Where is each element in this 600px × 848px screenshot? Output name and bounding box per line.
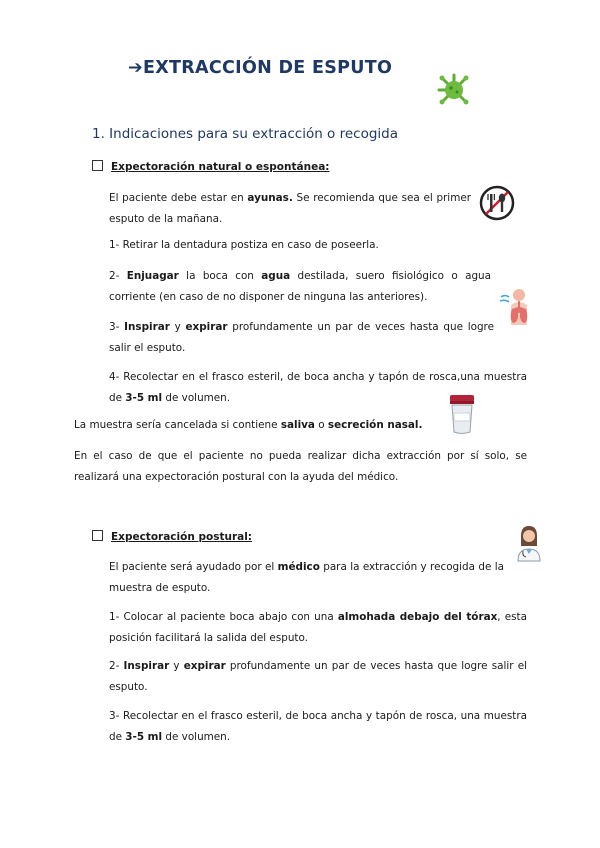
no-food-icon	[478, 184, 516, 222]
text-run: profundamente un par de veces hasta que logre salir el esputo.	[109, 660, 527, 693]
bold-text-run: saliva	[280, 419, 315, 431]
text-run: La muestra sería cancelada si contiene	[74, 419, 281, 431]
text-run: profundamente un par de veces hasta que logre salir el esputo.	[109, 321, 494, 354]
text-run: para la extracción y recogida de la muestra de esputo.	[109, 561, 504, 594]
text-run: y	[169, 660, 184, 672]
bold-text-run: Inspirar	[123, 660, 170, 672]
cancel-note	[74, 415, 454, 436]
lungs-breathing-icon	[499, 287, 539, 329]
bold-text-run: secreción nasal.	[327, 419, 423, 431]
sub2-step-2	[109, 656, 527, 697]
bold-text-run: Inspirar	[124, 321, 170, 333]
subsection-heading-postural	[92, 530, 252, 543]
text-run: En el caso de que el paciente no pueda realizar dicha extracción por sí solo, se realizará una expectoración postural con la ayuda del médico.	[74, 450, 527, 483]
sub2-intro	[109, 557, 504, 598]
subsection-heading-label: Expectoración postural:	[111, 531, 253, 543]
bold-text-run: 3-5 ml	[125, 730, 163, 743]
text-run: El paciente debe estar en	[109, 192, 248, 204]
text-run: 2-	[109, 270, 127, 282]
text-run: El paciente será ayudado por el	[109, 561, 278, 573]
text-run: , esta posición facilitará la salida del esputo.	[109, 611, 528, 644]
text-run: Se recomienda que sea el primer esputo de la mañana.	[109, 192, 471, 225]
page-title: ➔EXTRACCIÓN DE ESPUTO	[128, 58, 393, 78]
virus-icon	[436, 72, 472, 108]
checkbox-icon	[92, 160, 103, 171]
sub1-step-1	[109, 235, 499, 256]
text-run: 3- Recolectar en el frasco esteril, de boca ancha y tapón de rosca, una muestra de	[109, 710, 527, 743]
bold-text-run: expirar	[183, 660, 226, 672]
bold-text-run: médico	[277, 561, 320, 573]
text-run: o	[314, 419, 328, 431]
female-doctor-icon	[514, 524, 544, 562]
section-heading: 1. Indicaciones para su extracción o recogida	[92, 126, 399, 142]
bold-text-run: Enjuagar	[126, 270, 179, 282]
text-run: 4- Recolectar en el frasco esteril, de boca ancha y tapón de rosca,una muestra de	[109, 371, 527, 404]
sub2-step-1	[109, 607, 527, 648]
bold-text-run: expirar	[185, 321, 228, 333]
subsection-heading-natural	[92, 160, 329, 173]
checkbox-icon	[92, 530, 103, 541]
text-run: la boca con	[178, 270, 262, 282]
text-run: de volumen.	[162, 391, 231, 404]
bold-text-run: almohada debajo del tórax	[337, 611, 498, 623]
bold-text-run: agua	[261, 270, 291, 282]
text-run: 2-	[109, 660, 124, 672]
text-run: 1- Colocar al paciente boca abajo con una	[109, 611, 338, 623]
text-run: y	[169, 321, 186, 333]
sub2-step-3	[109, 706, 527, 747]
subsection-heading-label: Expectoración natural o espontánea:	[111, 161, 330, 173]
postural-note	[74, 446, 527, 487]
sub1-step-3	[109, 317, 494, 358]
bold-text-run: 3-5 ml	[125, 391, 163, 404]
text-run: 3-	[109, 321, 125, 333]
text-run: de volumen.	[162, 730, 231, 743]
bold-text-run: ayunas.	[247, 192, 293, 204]
text-run: destilada, suero fisiológico o agua corriente (en caso de no disponer de ninguna las anteriores).	[109, 270, 492, 303]
sub1-intro	[109, 188, 471, 229]
sub1-step-2	[109, 266, 491, 307]
text-run: 1- Retirar la dentadura postiza en caso de poseerla.	[109, 239, 379, 251]
